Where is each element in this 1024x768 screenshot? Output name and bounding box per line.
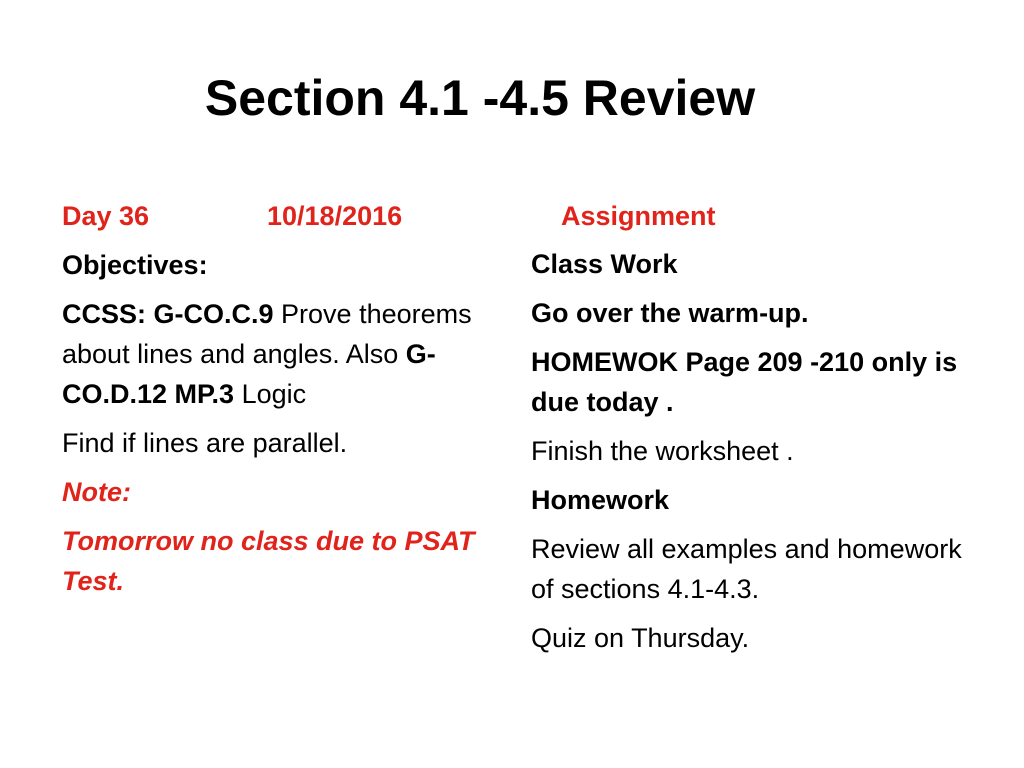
assignment-label: Assignment [561,201,716,231]
ccss-code-primary: CCSS: G-CO.C.9 [62,299,274,329]
find-parallel-text: Find if lines are parallel. [62,428,348,458]
homework-due-text: HOMEWOK Page 209 -210 only is due today . [531,347,958,417]
left-column [62,196,482,610]
note-text: Tomorrow no class due to PSAT Test. [62,526,475,596]
ccss-code-secondary: G-CO.D.12 MP.3 [62,339,436,409]
objectives-label: Objectives: [62,250,208,280]
day-label: Day 36 [62,201,150,231]
warmup-text: Go over the warm-up. [531,298,809,328]
note-label: Note: [62,477,131,507]
slide-title: Section 4.1 -4.5 Review [204,70,756,126]
classwork-label: Class Work [531,249,678,279]
ccss-standards [62,294,482,414]
finish-worksheet-text: Finish the worksheet . [531,436,794,466]
quiz-text: Quiz on Thursday. [531,623,750,653]
review-text: Review all examples and homework of sections 4.1-4.3. [531,534,962,604]
homework-label: Homework [531,485,670,515]
ccss-logic: Logic [234,379,307,409]
ccss-description: Prove theorems about lines and angles. Also [62,299,472,369]
day-date-row [62,196,482,236]
right-column [531,196,991,667]
date-label: 10/18/2016 [267,201,403,231]
